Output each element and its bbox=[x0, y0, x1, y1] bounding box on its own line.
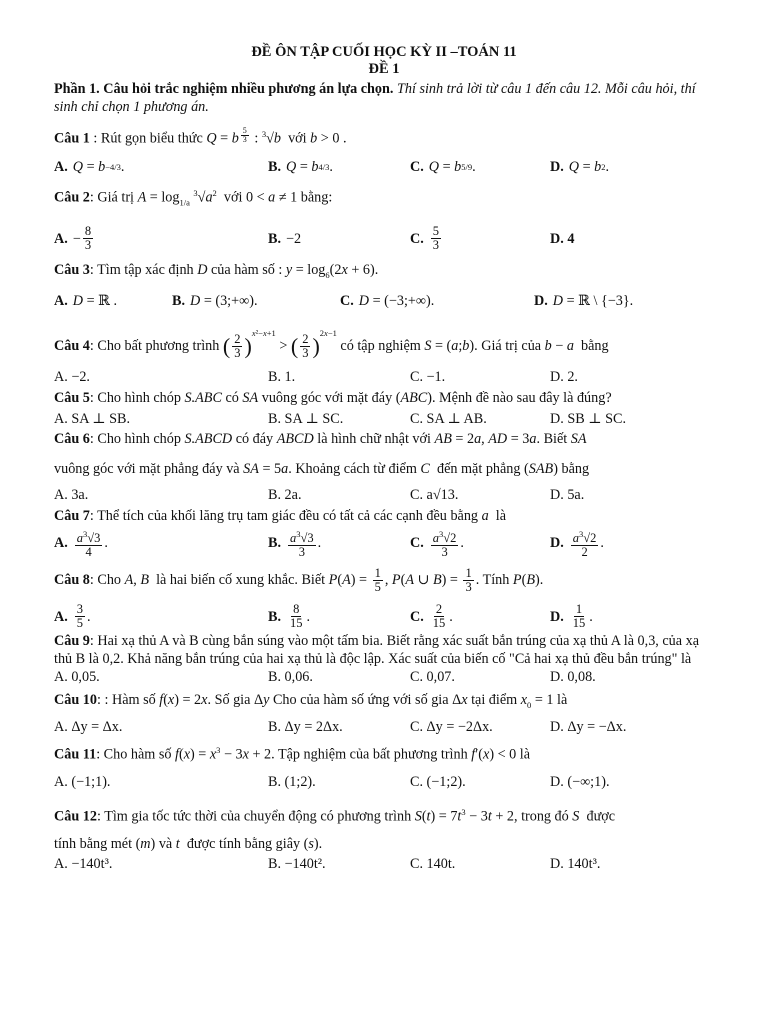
options-12 bbox=[54, 855, 714, 873]
question-number: Câu 12 bbox=[54, 808, 97, 825]
options-9 bbox=[54, 668, 714, 686]
question-4: Câu 4: Cho bất phương trình ( $\frac{2}{3}$ )$^{x^2-x+1}$ > ( $\frac{2}{3}$ )$^{2x-1}$ có tập nghiệm S = (a;b). Giá trị của b − a bằng bbox=[54, 328, 609, 361]
option-a[interactable]: A. 0,05. bbox=[54, 669, 100, 686]
question-1: Câu 1 : Rút gọn biểu thức Q = b $^{\frac{5}{3}}$ : $^3$√b với b > 0 . bbox=[54, 125, 347, 147]
option-a[interactable]: A. Δy = Δx. bbox=[54, 718, 123, 735]
option-a[interactable]: A. −2. bbox=[54, 368, 90, 385]
option-b[interactable]: B. 1. bbox=[268, 368, 296, 385]
options-6 bbox=[54, 486, 714, 504]
option-d[interactable]: D. Q = b 2 . bbox=[550, 158, 610, 175]
question-6: Câu 6: Cho hình chóp S.ABCD có đáy ABCD là hình chữ nhật với AB = 2a, AD = 3a. Biết SA bbox=[54, 430, 587, 447]
option-a[interactable]: A. 3a. bbox=[54, 486, 89, 503]
option-c[interactable]: C. SA ⊥ AB. bbox=[410, 410, 487, 427]
question-11: Câu 11: Cho hàm số $f(x) = x^3 - 3x + 2$. Tập nghiệm của bất phương trình f′(x) < 0 là bbox=[54, 744, 531, 763]
options-1 bbox=[54, 158, 714, 176]
option-c[interactable]: C. a√13. bbox=[410, 486, 459, 503]
exam-page bbox=[54, 44, 714, 873]
option-d[interactable]: D. $\frac{a^3√2}{2}$ . bbox=[550, 528, 604, 560]
option-c[interactable]: C. $\frac{a^3√2}{3}$ . bbox=[410, 528, 464, 560]
section-instructions: Thí sinh trả lời từ câu 1 đến câu 12. Mỗi câu hỏi, thí sinh chỉ chọn 1 phương án. bbox=[54, 81, 696, 115]
question-number: Câu 4 bbox=[54, 338, 90, 355]
option-d[interactable]: D. SB ⊥ SC. bbox=[550, 410, 627, 427]
option-b[interactable]: B. Q = b 4/3 . bbox=[268, 158, 333, 175]
option-b[interactable]: B. (1;2). bbox=[268, 773, 316, 790]
options-3 bbox=[54, 292, 714, 310]
question-9: Câu 9: Hai xạ thủ A và B cùng bắn súng vào một tấm bia. Biết rằng xác suất bắn trúng của xạ thủ A là 0,3, của xạ thủ B là 0,2. Khả năng bắn trúng của hai xạ thủ là độc lập. Xác suất của biến cố "Cả hai xạ thủ đều bắn trúng" là bbox=[54, 633, 700, 668]
exam-title: ĐỀ ÔN TẬP CUỐI HỌC KỲ II –TOÁN 11 bbox=[251, 44, 517, 60]
option-b[interactable]: B. Δy = 2Δx. bbox=[268, 718, 343, 735]
option-a[interactable]: A. (−1;1). bbox=[54, 773, 111, 790]
options-10 bbox=[54, 718, 714, 736]
question-7: Câu 7: Thể tích của khối lăng trụ tam giác đều có tất cả các cạnh đều bằng a là bbox=[54, 507, 507, 524]
options-5 bbox=[54, 410, 714, 428]
exam-subtitle: ĐỀ 1 bbox=[368, 61, 400, 77]
option-c[interactable]: C. 140t. bbox=[410, 856, 456, 873]
option-a[interactable]: A. $\frac{3}{5}$ . bbox=[54, 602, 91, 631]
question-10: Câu 10: : Hàm số f(x) = 2x. Số gia Δy Cho của hàm số ứng với số gia Δx tại điểm $x_0 = 1$ là bbox=[54, 692, 568, 710]
option-b[interactable]: B. $\frac{8}{15}$ . bbox=[268, 602, 311, 631]
option-b[interactable]: B. D = (3;+∞). bbox=[172, 293, 258, 310]
question-number: Câu 1 bbox=[54, 130, 90, 147]
options-7 bbox=[54, 528, 714, 559]
section-heading: Phần 1. Câu hỏi trắc nghiệm nhiều phương án lựa chọn. bbox=[54, 81, 394, 97]
option-d[interactable]: D. (−∞;1). bbox=[550, 773, 610, 790]
option-d[interactable]: D. 140t³. bbox=[550, 856, 601, 873]
option-d[interactable]: D. 2. bbox=[550, 368, 578, 385]
option-c[interactable]: C. (−1;2). bbox=[410, 773, 466, 790]
option-d[interactable]: D. Δy = −Δx. bbox=[550, 718, 627, 735]
question-number: Câu 6 bbox=[54, 430, 90, 447]
question-6-cont: vuông góc với mặt phẳng đáy và SA = 5a. Khoảng cách từ điểm C đến mặt phẳng (SAB) bằng bbox=[54, 460, 590, 477]
option-b[interactable]: B. 2a. bbox=[268, 486, 302, 503]
options-8 bbox=[54, 603, 714, 630]
option-d[interactable]: D. 4 bbox=[550, 230, 575, 247]
option-c[interactable]: C. Q = b 5/9 . bbox=[410, 158, 476, 175]
section-intro bbox=[54, 80, 714, 116]
option-a[interactable]: A. −140t³. bbox=[54, 856, 113, 873]
option-a[interactable]: A. SA ⊥ SB. bbox=[54, 410, 131, 427]
option-b[interactable]: B. −2 bbox=[268, 230, 302, 247]
option-b[interactable]: B. SA ⊥ SC. bbox=[268, 410, 344, 427]
option-c[interactable]: C. −1. bbox=[410, 368, 446, 385]
option-b[interactable]: B. $\frac{a^3√3}{3}$ . bbox=[268, 528, 322, 560]
option-d[interactable]: D. 5a. bbox=[550, 486, 585, 503]
options-11 bbox=[54, 773, 714, 791]
option-a[interactable]: A. Q = b −4/3 . bbox=[54, 158, 125, 175]
question-12-cont: tính bằng mét (m) và t được tính bằng giây (s). bbox=[54, 836, 323, 853]
question-2: Câu 2: Giá trị $A = \log_{1/a} ^3√a^2$ với 0 < a ≠ 1 bằng: bbox=[54, 187, 333, 208]
option-d[interactable]: D. 0,08. bbox=[550, 669, 596, 686]
option-d[interactable]: D. D = ℝ \ {−3}. bbox=[534, 293, 634, 310]
option-b[interactable]: B. 0,06. bbox=[268, 669, 313, 686]
question-number: Câu 10 bbox=[54, 692, 97, 709]
option-c[interactable]: C. D = (−3;+∞). bbox=[340, 293, 435, 310]
options-4 bbox=[54, 368, 714, 386]
option-d[interactable]: D. $\frac{1}{15}$ . bbox=[550, 602, 593, 631]
options-2 bbox=[54, 225, 714, 252]
question-number: Câu 8 bbox=[54, 571, 90, 588]
option-a[interactable]: A. D = ℝ . bbox=[54, 293, 118, 310]
option-a[interactable]: A. − $\frac{8}{3}$ bbox=[54, 224, 92, 253]
question-number: Câu 9 bbox=[54, 633, 90, 650]
option-a[interactable]: A. $\frac{a^3√3}{4}$ . bbox=[54, 528, 108, 560]
option-c[interactable]: C. 0,07. bbox=[410, 669, 455, 686]
option-c[interactable]: C. $\frac{5}{3}$ bbox=[410, 224, 440, 253]
question-number: Câu 2 bbox=[54, 189, 90, 206]
option-c[interactable]: C. $\frac{2}{15}$ . bbox=[410, 602, 453, 631]
question-12: Câu 12: Tìm gia tốc tức thời của chuyển động có phương trình $S(t) = 7t^3 - 3t + 2$, trong đó S được bbox=[54, 806, 616, 825]
question-number: Câu 5 bbox=[54, 389, 90, 406]
question-5: Câu 5: Cho hình chóp S.ABC có SA vuông góc với mặt đáy (ABC). Mệnh đề nào sau đây là đúng? bbox=[54, 389, 612, 406]
question-number: Câu 3 bbox=[54, 262, 90, 279]
question-number: Câu 11 bbox=[54, 746, 97, 763]
question-3: Câu 3: Tìm tập xác định D của hàm số : $y = \log_6(2x + 6)$. bbox=[54, 262, 379, 281]
question-8: Câu 8: Cho A, B là hai biến cố xung khắc. Biết P(A) = $\frac{1}{5}$ , P(A ∪ B) = $\frac{1}{3}$ . Tính P(B). bbox=[54, 566, 544, 595]
option-b[interactable]: B. −140t². bbox=[268, 856, 326, 873]
question-number: Câu 7 bbox=[54, 507, 90, 524]
option-c[interactable]: C. Δy = −2Δx. bbox=[410, 718, 493, 735]
